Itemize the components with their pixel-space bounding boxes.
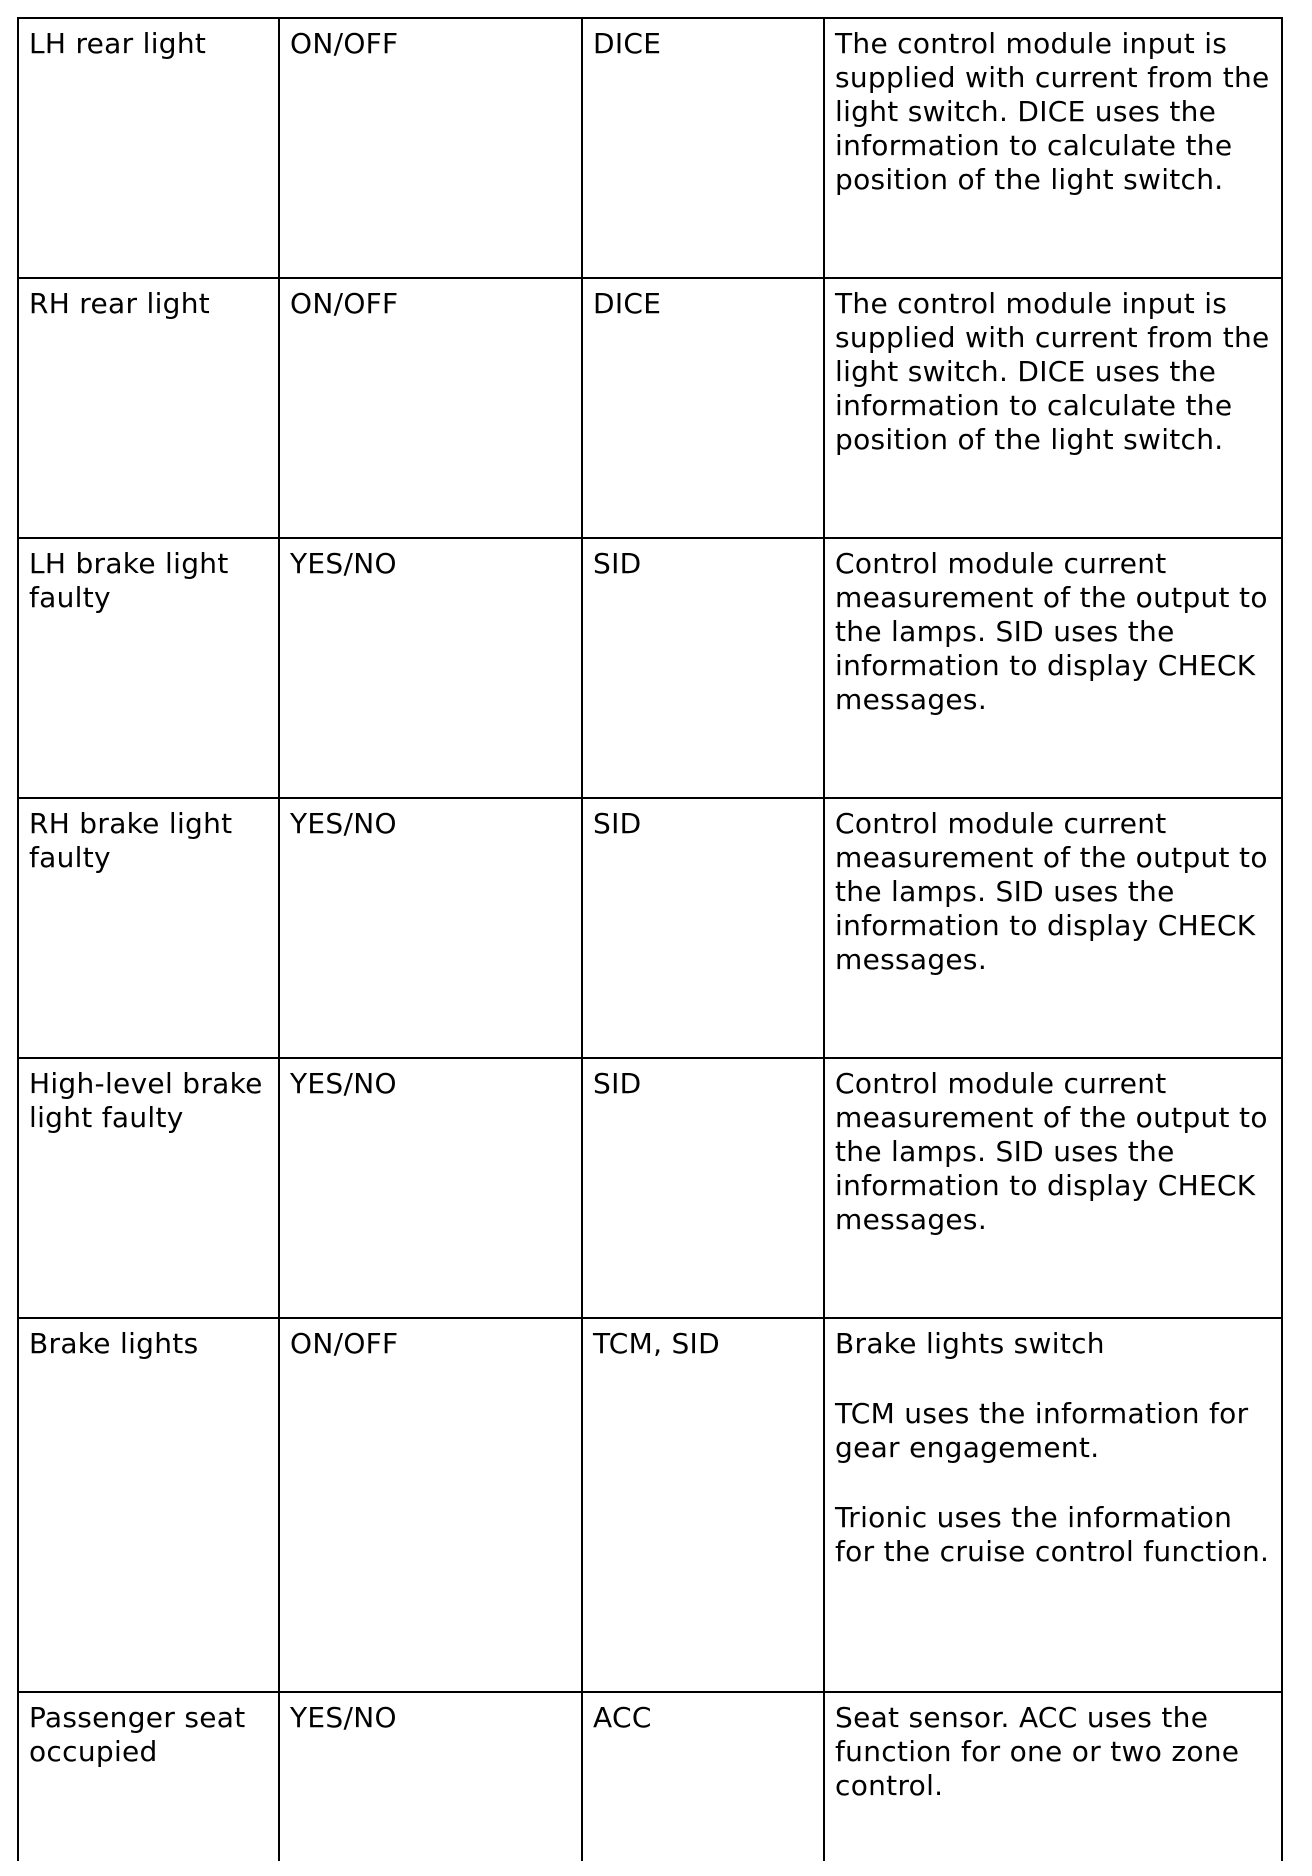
- signal-cell: RH brake light faulty: [18, 798, 279, 1058]
- description-paragraph: Control module current measurement of the output to the lamps. SID uses the information to display CHECK messages.: [835, 547, 1268, 716]
- value-cell: YES/NO: [279, 1058, 582, 1318]
- value-cell: YES/NO: [279, 798, 582, 1058]
- signal-table-container: [17, 17, 1281, 1861]
- receiver-cell: DICE: [582, 18, 824, 278]
- description-paragraph: Trionic uses the information for the cruise control function.: [835, 1501, 1270, 1568]
- receiver-cell: SID: [582, 798, 824, 1058]
- table-row: [18, 538, 1282, 798]
- description-paragraph: Seat sensor. ACC uses the function for one or two zone control.: [835, 1701, 1240, 1802]
- table-row: [18, 1058, 1282, 1318]
- description-cell: [824, 1318, 1282, 1692]
- description-cell: [824, 18, 1282, 278]
- description-cell: [824, 798, 1282, 1058]
- signal-cell: Brake lights: [18, 1318, 279, 1692]
- value-cell: YES/NO: [279, 538, 582, 798]
- table-row: [18, 1692, 1282, 1861]
- receiver-cell: SID: [582, 538, 824, 798]
- description-cell: [824, 278, 1282, 538]
- signal-cell: High-level brake light faulty: [18, 1058, 279, 1318]
- description-cell: [824, 1692, 1282, 1861]
- receiver-cell: TCM, SID: [582, 1318, 824, 1692]
- description-paragraph: TCM uses the information for gear engagement.: [835, 1397, 1249, 1464]
- description-paragraph: Control module current measurement of the output to the lamps. SID uses the information to display CHECK messages.: [835, 807, 1268, 976]
- receiver-cell: SID: [582, 1058, 824, 1318]
- signal-cell: LH rear light: [18, 18, 279, 278]
- description-paragraph: The control module input is supplied with current from the light switch. DICE uses the information to calculate the position of the light switch.: [835, 27, 1270, 196]
- receiver-cell: ACC: [582, 1692, 824, 1861]
- table-row: [18, 278, 1282, 538]
- signal-cell: LH brake light faulty: [18, 538, 279, 798]
- receiver-cell: DICE: [582, 278, 824, 538]
- value-cell: ON/OFF: [279, 18, 582, 278]
- signal-table: [17, 17, 1283, 1861]
- value-cell: ON/OFF: [279, 278, 582, 538]
- table-row: [18, 798, 1282, 1058]
- description-cell: [824, 1058, 1282, 1318]
- signal-cell: RH rear light: [18, 278, 279, 538]
- description-cell: [824, 538, 1282, 798]
- table-row: [18, 18, 1282, 278]
- value-cell: ON/OFF: [279, 1318, 582, 1692]
- value-cell: YES/NO: [279, 1692, 582, 1861]
- signal-cell: Passenger seat occupied: [18, 1692, 279, 1861]
- description-paragraph: Brake lights switch: [835, 1327, 1105, 1360]
- description-paragraph: Control module current measurement of the output to the lamps. SID uses the information to display CHECK messages.: [835, 1067, 1268, 1236]
- table-row: [18, 1318, 1282, 1692]
- description-paragraph: The control module input is supplied with current from the light switch. DICE uses the information to calculate the position of the light switch.: [835, 287, 1270, 456]
